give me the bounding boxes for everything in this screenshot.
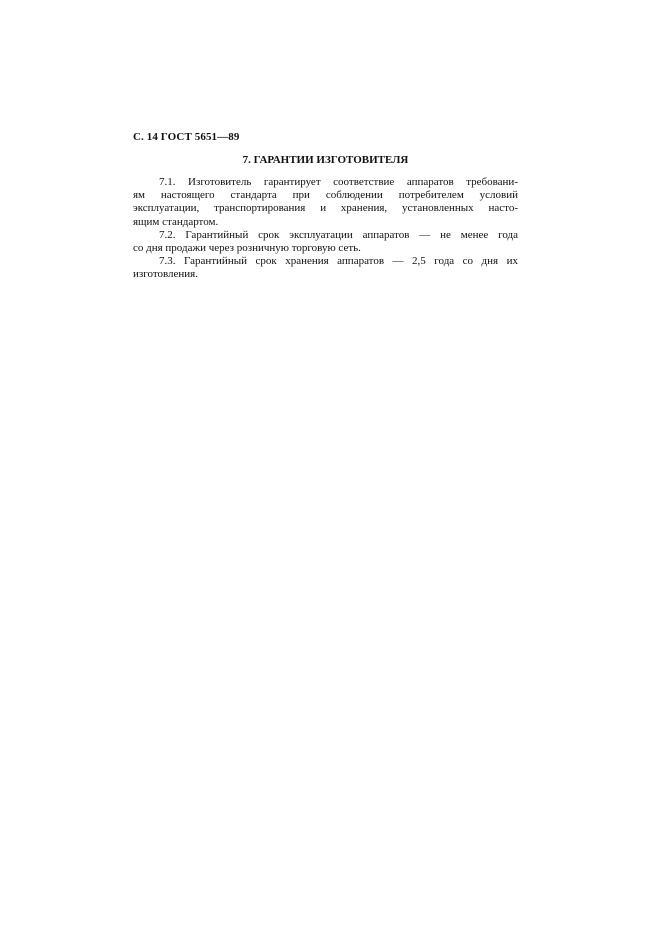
text-line: эксплуатации, транспортирования и хранения, установленных насто- bbox=[133, 202, 518, 215]
text-line: 7.1. Изготовитель гарантирует соответствие аппаратов требовани- bbox=[159, 176, 518, 188]
text-line: ям настоящего стандарта при соблюдении потребителем условий bbox=[133, 189, 518, 202]
document-body bbox=[133, 176, 518, 282]
text-line: со дня продажи через розничную торговую сеть. bbox=[133, 241, 361, 254]
text-line: 7.2. Гарантийный срок эксплуатации аппаратов — не менее года bbox=[159, 228, 518, 241]
text-line: ящим стандартом. bbox=[133, 215, 219, 228]
text-line: 7.3. Гарантийный срок хранения аппаратов — 2,5 года со дня их bbox=[159, 255, 518, 268]
page-header: С. 14 ГОСТ 5651—89 bbox=[133, 131, 240, 143]
paragraph-7-2 bbox=[133, 229, 518, 255]
paragraph-7-3 bbox=[133, 255, 518, 281]
text-line: изготовления. bbox=[133, 268, 198, 281]
paragraph-7-1 bbox=[133, 176, 518, 229]
section-title: 7. ГАРАНТИИ ИЗГОТОВИТЕЛЯ bbox=[242, 154, 409, 166]
